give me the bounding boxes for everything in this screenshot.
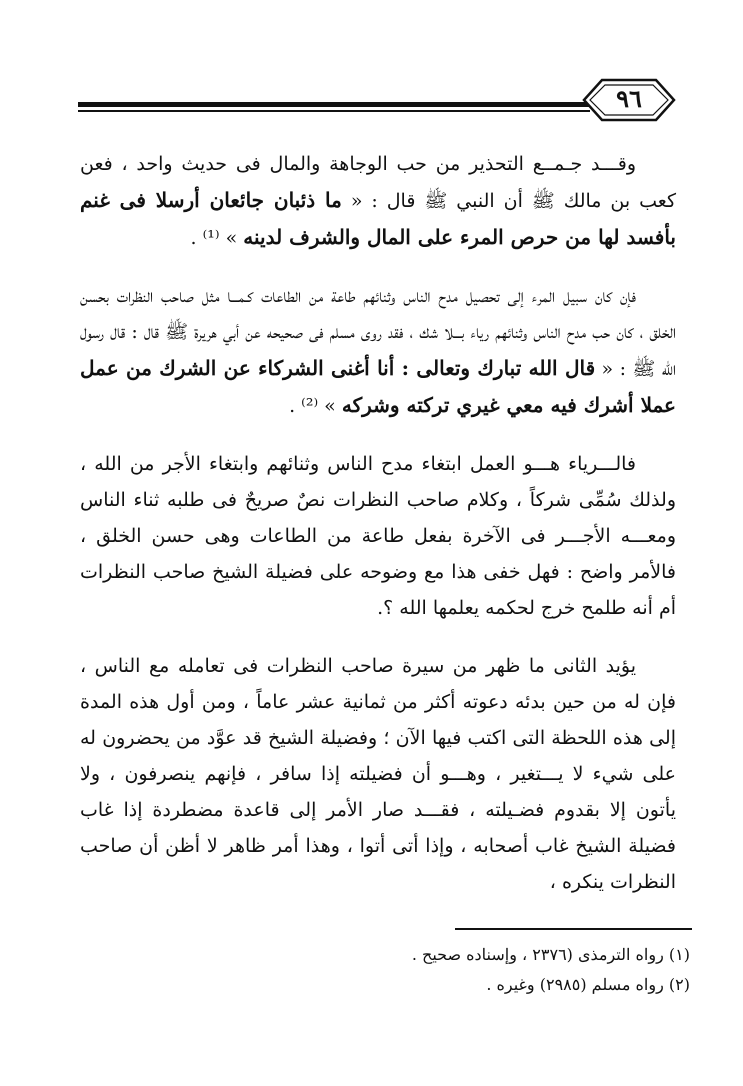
paragraph-4: يؤيد الثانى ما ظهر من سيرة صاحب النظرات فى تعامله مع الناس ، فإن له من حين بدئه دعوته أكثر من ثمانية عشر عاماً ، ومن أول هذه المدة إلى هذه اللحظة التى اكتب فيها الآن ؛ وفضيلة الشيخ قد عوَّد من يحضرون له على شيء لا يـــتغير ، وهـــو أن فضيلته إذا سافر ، فإنهم ينصرفون ، ولا يأتون إلا بقدوم فضـيلته ، فقـــد صار الأمر إلى قاعدة مضطردة إذا غاب فضيلة الشيخ غاب أصحابه ، وإذا أتى أتوا ، وهذا أمر ظاهر لا أظن أن صاحب النظرات ينكره ، [80, 655, 676, 893]
hadith-quote-1: ما ذئبان جائعان أرسلا فى غنم بأفسد لها من حرص المرء على المال والشرف لدينه [80, 188, 676, 249]
footnotes [280, 940, 690, 1000]
footnote-2: (٢) رواه مسلم (٢٩٨٥) وغيره . [486, 975, 690, 994]
paragraph-1 [80, 146, 676, 256]
hadith-quote-2: قال الله تبارك وتعالى : أنا أغنى الشركاء عن الشرك من عمل عملا أشرك فيه معي غيري تركته وشركه [80, 356, 676, 417]
page-number: ٩٦ [616, 84, 642, 113]
main-text [80, 146, 676, 922]
footnote-1: (١) رواه الترمذى (٢٣٧٦ ، وإسناده صحيح . [411, 945, 690, 964]
header-rule-thick [78, 102, 590, 107]
paragraph-3: فالـــرياء هـــو العمل ابتغاء مدح الناس وثنائهم وابتغاء الأجر من الله ، ولذلك سُمِّى شركاً ، وكلام صاحب النظرات نصٌ صريحٌ فى طلبه ثناء الناس ومعـــه الأجـــر فى الآخرة بفعل طاعة من الطاعات وهى حسن الخلق ، فالأمر واضح : فهل خفى هذا مع وضوحه على فضيلة الشيخ صاحب النظرات أم أنه طلمح خرج لحكمه يعلمها الله ؟. [80, 453, 676, 619]
paragraph-1-intro: وقـــد جـمــع التحذير من حب الوجاهة والمال فى حديث واحد ، فعن كعب بن مالك ﷺ أن النبي ﷺ قال : « [80, 153, 676, 212]
footnote-divider [455, 928, 692, 930]
paragraph-2-intro: فإن كان سبيل المرء إلى تحصيل مدح الناس وثنائهم طاعة من الطاعات كـمـــا مثل صاحب النظرات بحسن الخلق ، كان حب مدح الناس وثنائهم رياء بـــلا شك ، فقد روى مسلم فى صحيحه عن أبي هريرة ﷺ قال : قال رسول الله ﷺ : « [80, 285, 676, 380]
page-number-badge [582, 76, 676, 124]
paragraph-2 [80, 278, 676, 424]
page-header [70, 72, 676, 128]
header-rule-thin [78, 110, 590, 112]
paragraph-2-ref: » ⁽²⁾ . [289, 395, 342, 417]
paragraph-1-ref: » ⁽¹⁾ . [190, 227, 244, 249]
